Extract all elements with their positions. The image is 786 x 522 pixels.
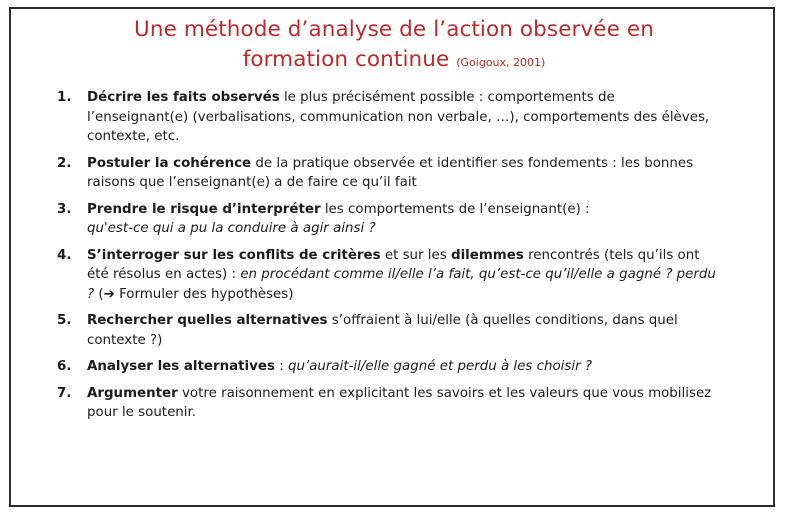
item-bold: Prendre le risque d’interpréter xyxy=(87,201,321,217)
list-item xyxy=(57,311,717,350)
item-text xyxy=(87,384,717,423)
list-item xyxy=(57,88,717,147)
item-number: 3. xyxy=(57,201,72,217)
item-number: 4. xyxy=(57,247,72,263)
item-text xyxy=(87,154,717,193)
title-line-2 xyxy=(11,45,777,78)
list-item xyxy=(57,384,717,423)
item-italic: qu’aurait-il/elle gagné et perdu à les choisir ? xyxy=(287,359,592,374)
item-bold: Analyser les alternatives xyxy=(87,359,275,374)
item-italic: en procédant comme il/elle l’a fait, qu’est-ce qu’il/elle a gagné ? perdu ? xyxy=(87,267,716,302)
item-bold: Décrire les faits observés xyxy=(87,90,280,105)
item-body: et sur les xyxy=(380,247,451,263)
item-text xyxy=(87,88,717,147)
item-number: 1. xyxy=(57,90,72,105)
slide-title xyxy=(11,15,777,78)
item-number: 6. xyxy=(57,359,72,374)
item-number: 7. xyxy=(57,385,72,401)
item-bold: Argumenter xyxy=(87,385,178,401)
item-body: de la pratique observée et identifier ses fondements : les bonnes raisons que l’enseignant(e) a de faire ce qu’il fait xyxy=(87,155,694,190)
item-body: le plus précisément possible : comportements de l’enseignant(e) (verbalisations, communication non verbale, …), comportements des élèves, contexte, etc. xyxy=(87,90,710,144)
item-body: s’offraient à lui/elle (à quelles conditions, dans quel contexte ?) xyxy=(87,313,678,348)
item-bold: S’interroger sur les conflits de critères xyxy=(87,247,381,263)
item-text xyxy=(87,311,717,350)
item-body-2: rencontrés (tels qu’ils ont été résolus en actes) : xyxy=(87,247,700,282)
item-bold: Rechercher quelles alternatives xyxy=(87,313,328,328)
item-body-3: (➔ Formuler des hypothèses) xyxy=(94,286,294,302)
title-line-2-text: formation continue xyxy=(242,47,450,72)
item-number: 2. xyxy=(57,155,72,171)
item-bold-2: dilemmes xyxy=(451,247,524,263)
list-item xyxy=(57,357,717,377)
item-bold: Postuler la cohérence xyxy=(87,155,252,171)
citation: (Goigoux, 2001) xyxy=(456,56,546,69)
title-line-1: Une méthode d’analyse de l’action observée en xyxy=(134,17,654,42)
slide xyxy=(9,7,775,507)
item-body: : xyxy=(274,359,288,374)
list-item xyxy=(57,154,717,193)
item-body: les comportements de l’enseignant(e) : xyxy=(320,201,590,217)
method-steps-list xyxy=(57,88,717,430)
item-number: 5. xyxy=(57,313,72,328)
list-item xyxy=(57,246,717,305)
item-text xyxy=(87,246,717,305)
item-text xyxy=(87,357,717,377)
item-italic: qu'est-ce qui a pu la conduire à agir ainsi ? xyxy=(87,221,376,236)
item-body: votre raisonnement en explicitant les savoirs et les valeurs que vous mobilisez pour le soutenir. xyxy=(87,385,712,420)
item-text xyxy=(87,200,717,239)
list-item xyxy=(57,200,717,239)
